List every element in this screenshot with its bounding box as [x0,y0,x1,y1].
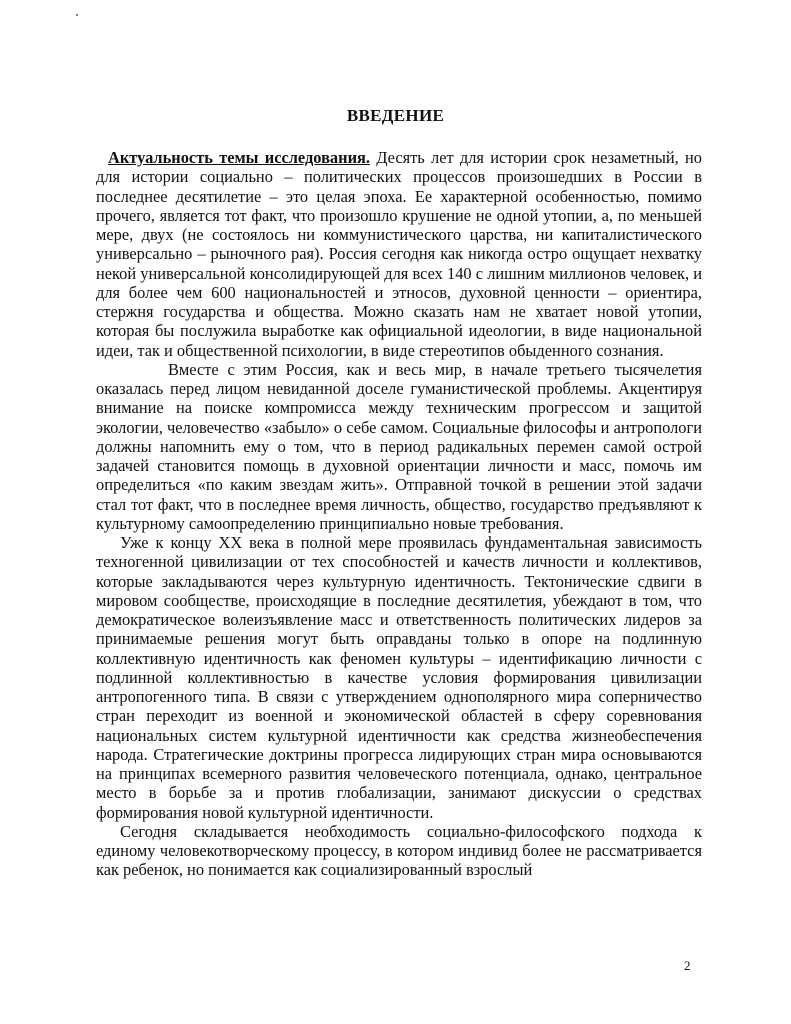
scan-speck [76,14,78,16]
paragraph-1 [96,148,702,360]
body-text [96,148,702,880]
paragraph-1-text: Десять лет для истории срок незаметный, но для истории социально – политических процессов произошедших в России в последнее десятилетие – это целая эпоха. Ее характерной особенностью, помимо прочего, является тот факт, что произошло крушение не одной утопии, а, по меньшей мере, двух (не состоялось ни коммунистического царства, ни капиталистического универсально – рыночного рая). Россия сегодня как никогда остро ощущает нехватку некой универсальной консолидирующей для всех 140 с лишним миллионов человек, и для более чем 600 национальностей и этносов, духовной ценности – ориентира, стержня государства и общества. Можно сказать нам не хватает новой утопии, которая бы послужила выработке как официальной идеологии, в виде национальной идеи, так и общественной психологии, в виде стереотипов обыденного сознания. [96,148,703,360]
page-title: ВВЕДЕНИЕ [346,106,445,125]
page-number: 2 [684,958,691,973]
paragraph-3: Уже к концу XX века в полной мере проявилась фундаментальная зависимость техногенной цивилизации от тех способностей и качеств личности и коллективов, которые закладываются через культурную идентичность. Тектонические сдвиги в мировом сообществе, происходящие в последние десятилетия, убеждают в том, что демократическое волеизъявление масс и ответственность политических лидеров за принимаемые решения могут быть оправданы только в опоре на подлинную коллективную идентичность как феномен культуры – идентификацию личности с подлинной коллективностью в качестве условия формирования цивилизации антропогенного типа. В связи с утверждением однополярного мира соперничество стран переходит из военной и экономической областей в сферу соревнования национальных систем культурной идентичности как средства жизнеобеспечения народа. Стратегические доктрины прогресса лидирующих стран мира основываются на принципах всемерного развития человеческого потенциала, однако, центральное место в борьбе за и против глобализации, занимают дискуссии о средствах формирования новой культурной идентичности. [96,533,702,822]
paragraph-4: Сегодня складывается необходимость социально-философского подхода к единому человекотворческому процессу, в котором индивид более не рассматривается как ребенок, но понимается как социализированный взрослый [96,821,702,880]
paragraph-2: Вместе с этим Россия, как и весь мир, в начале третьего тысячелетия оказалась перед лицом невиданной доселе гуманистической проблемы. Акцентируя внимание на поиске компромисса между техническим прогрессом и защитой экологии, человечество «забыло» о себе самом. Социальные философы и антропологи должны напомнить ему о том, что в период радикальных перемен самой острой задачей становится помощь в духовной ориентации личности и масс, помочь им определиться «по каким звездам жить». Отправной точкой в решении этой задачи стал тот факт, что в последнее время личность, общество, государство предъявляют к культурному самоопределению принципиально новые требования. [96,359,702,533]
paragraph-1-lead: Актуальность темы исследования. [108,148,370,167]
